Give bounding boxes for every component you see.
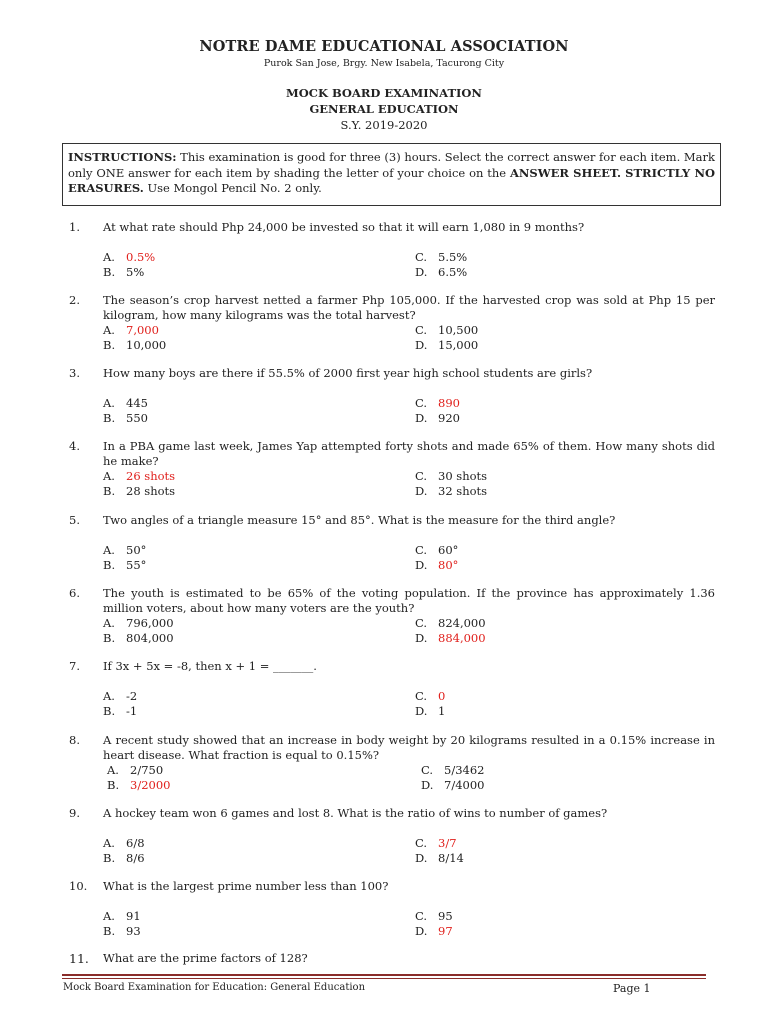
option-c: C. 890 bbox=[415, 396, 460, 410]
option-a: A. 7,000 bbox=[103, 323, 159, 337]
option-d: D. 1 bbox=[415, 704, 446, 718]
question-number: 9. bbox=[69, 806, 80, 820]
option-a: A. 26 shots bbox=[103, 469, 176, 483]
instructions-label: INSTRUCTIONS: bbox=[68, 150, 177, 164]
question-number: 1. bbox=[69, 220, 80, 234]
question-number: 4. bbox=[69, 439, 80, 453]
option-b: B. 55° bbox=[103, 558, 147, 572]
exam-title: MOCK BOARD EXAMINATION bbox=[286, 86, 482, 100]
question-text: The season’s crop harvest netted a farmer Php 105,000. If the harvested crop was sold at Php 15 per kilogram, how many kilograms was the total harvest? bbox=[103, 293, 715, 322]
question-number: 3. bbox=[69, 366, 80, 380]
option-d: D. 7/4000 bbox=[421, 778, 485, 792]
organization-name: NOTRE DAME EDUCATIONAL ASSOCIATION bbox=[199, 38, 569, 55]
question-number: 8. bbox=[69, 733, 80, 747]
question-number: 5. bbox=[69, 513, 80, 527]
question-number: 6. bbox=[69, 586, 80, 600]
footer-title: Mock Board Examination for Education: General Education bbox=[63, 982, 366, 993]
option-d: D. 8/14 bbox=[415, 851, 464, 865]
option-c: C. 3/7 bbox=[415, 836, 457, 850]
option-c: C. 30 shots bbox=[415, 469, 488, 483]
page-number: Page 1 bbox=[613, 982, 651, 995]
option-b: B. 5% bbox=[103, 265, 145, 279]
question-text: A recent study showed that an increase in body weight by 20 kilograms resulted in a 0.15% increase in heart disease. What fraction is equal to 0.15%? bbox=[103, 733, 715, 762]
question-number: 10. bbox=[69, 879, 88, 893]
option-c: C. 10,500 bbox=[415, 323, 479, 337]
option-a: A. 445 bbox=[103, 396, 148, 410]
option-a: A. 50° bbox=[103, 543, 147, 557]
question-text: If 3x + 5x = -8, then x + 1 = _______. bbox=[103, 659, 317, 673]
option-c: C. 824,000 bbox=[415, 616, 486, 630]
footer-divider bbox=[62, 974, 706, 976]
question-text: A hockey team won 6 games and lost 8. What is the ratio of wins to number of games? bbox=[103, 806, 608, 820]
question-text: How many boys are there if 55.5% of 2000 first year high school students are girls? bbox=[103, 366, 593, 380]
option-b: B. 10,000 bbox=[103, 338, 167, 352]
instructions-emphasis: ANSWER SHEET. STRICTLY NO ERASURES. bbox=[68, 165, 715, 195]
option-b: B. 28 shots bbox=[103, 484, 176, 498]
option-a: A. -2 bbox=[103, 689, 138, 703]
option-c: C. 5.5% bbox=[415, 250, 468, 264]
option-c: C. 60° bbox=[415, 543, 459, 557]
instructions-text: This examination is good for three (3) hours. Select the correct answer for each item. Mark only ONE answer for each item by shading the letter of your choice on the bbox=[68, 150, 715, 180]
option-d: D. 32 shots bbox=[415, 484, 488, 498]
option-a: A. 2/750 bbox=[107, 763, 164, 777]
option-d: D. 920 bbox=[415, 411, 460, 425]
option-d: D. 15,000 bbox=[415, 338, 479, 352]
option-b: B. 93 bbox=[103, 924, 141, 938]
instructions-box bbox=[62, 143, 721, 206]
option-b: B. 8/6 bbox=[103, 851, 145, 865]
question-number: 11. bbox=[69, 951, 89, 966]
option-c: C. 0 bbox=[415, 689, 446, 703]
option-d: D. 884,000 bbox=[415, 631, 486, 645]
question-text: Two angles of a triangle measure 15° and 85°. What is the measure for the third angle? bbox=[103, 513, 616, 527]
option-b: B. 3/2000 bbox=[107, 778, 171, 792]
option-c: C. 95 bbox=[415, 909, 453, 923]
instructions-text-end: Use Mongol Pencil No. 2 only. bbox=[143, 181, 322, 195]
option-a: A. 6/8 bbox=[103, 836, 145, 850]
option-b: B. -1 bbox=[103, 704, 138, 718]
option-a: A. 0.5% bbox=[103, 250, 156, 264]
option-d: D. 97 bbox=[415, 924, 453, 938]
option-d: D. 6.5% bbox=[415, 265, 468, 279]
question-number: 2. bbox=[69, 293, 80, 307]
question-text: The youth is estimated to be 65% of the voting population. If the province has approximately 1.36 million voters, about how many voters are the youth? bbox=[103, 586, 715, 615]
option-a: A. 796,000 bbox=[103, 616, 174, 630]
option-a: A. 91 bbox=[103, 909, 141, 923]
footer-divider-thin bbox=[62, 978, 706, 979]
question-text: At what rate should Php 24,000 be invested so that it will earn 1,080 in 9 months? bbox=[103, 220, 585, 234]
option-b: B. 804,000 bbox=[103, 631, 174, 645]
option-d: D. 80° bbox=[415, 558, 459, 572]
organization-address: Purok San Jose, Brgy. New Isabela, Tacurong City bbox=[263, 58, 505, 69]
question-number: 7. bbox=[69, 659, 80, 673]
question-text: What is the largest prime number less than 100? bbox=[103, 879, 389, 893]
question-text: What are the prime factors of 128? bbox=[103, 951, 308, 965]
school-year: S.Y. 2019-2020 bbox=[340, 118, 428, 132]
option-c: C. 5/3462 bbox=[421, 763, 485, 777]
exam-subject: GENERAL EDUCATION bbox=[309, 102, 459, 116]
option-b: B. 550 bbox=[103, 411, 148, 425]
question-text: In a PBA game last week, James Yap attempted forty shots and made 65% of them. How many shots did he make? bbox=[103, 439, 715, 468]
